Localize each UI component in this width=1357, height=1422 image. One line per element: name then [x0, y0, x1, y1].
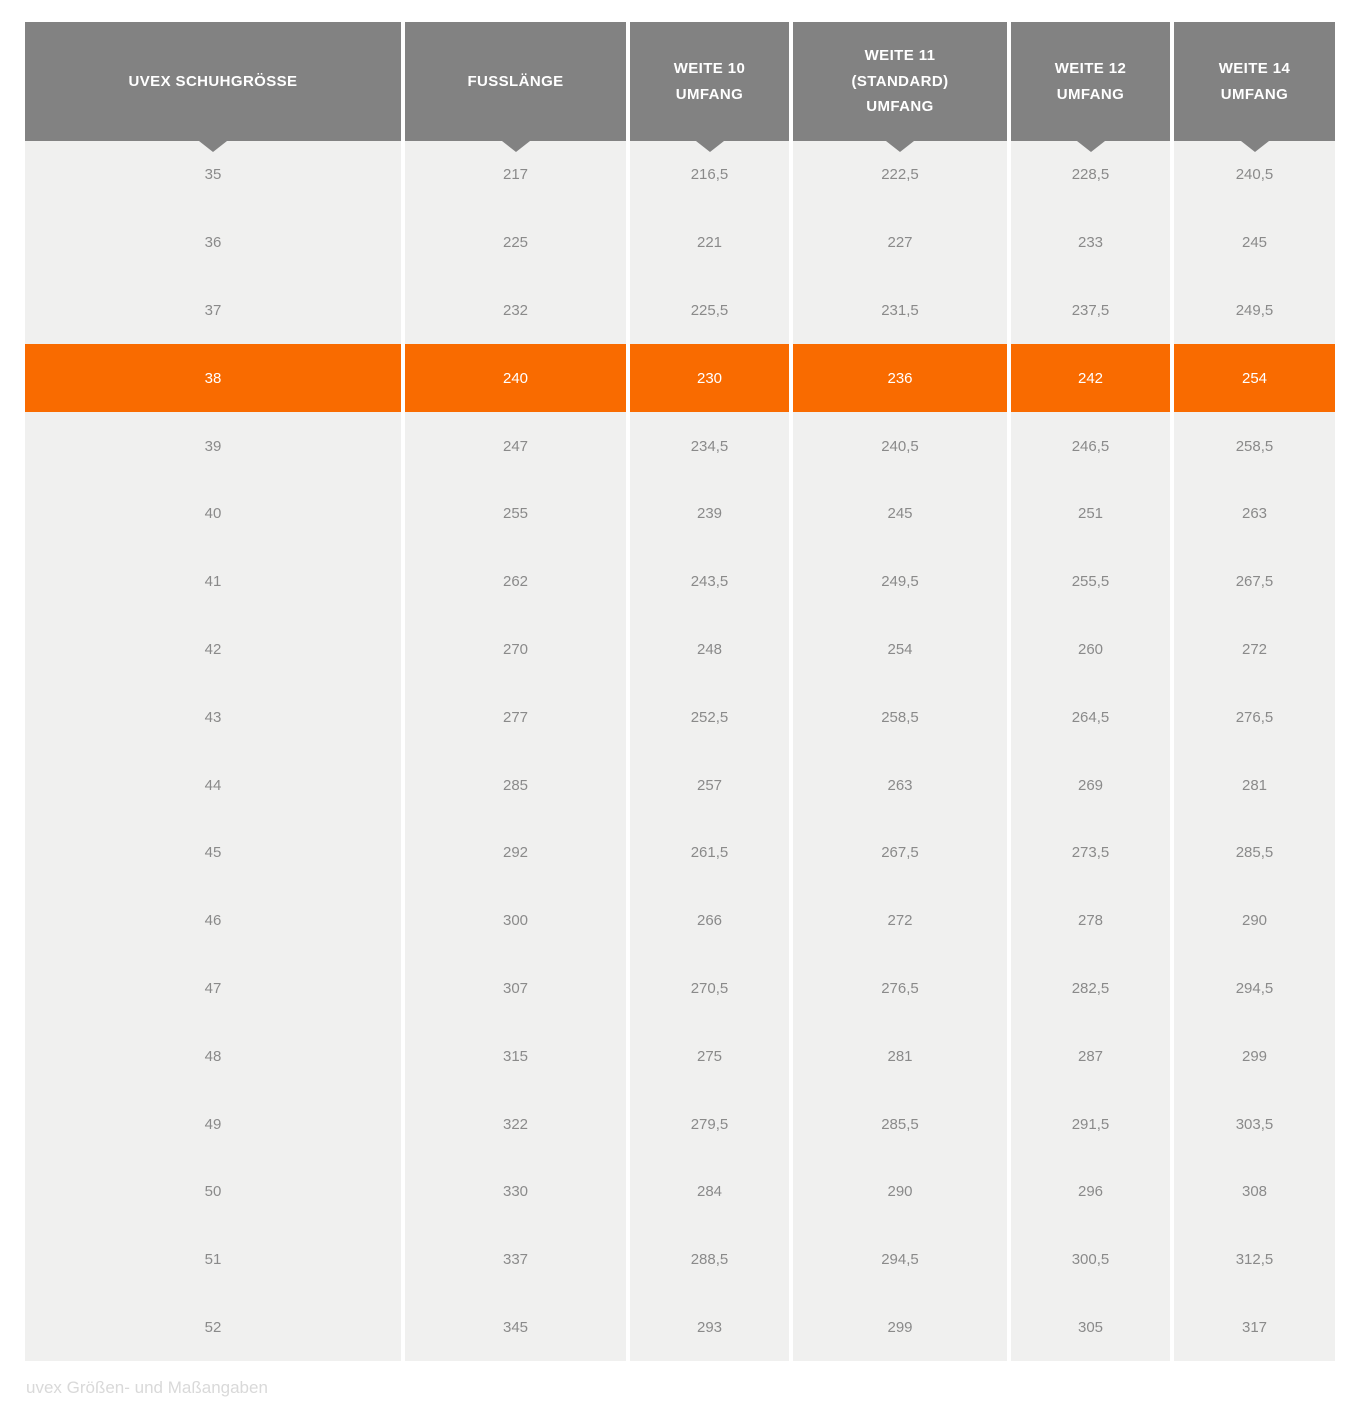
cell-weite-11-standard-umfang: 276,5	[793, 955, 1007, 1023]
cell-weite-12-umfang: 278	[1011, 887, 1170, 955]
cell-weite-14-umfang: 290	[1174, 887, 1335, 955]
cell-weite-12-umfang: 305	[1011, 1294, 1170, 1362]
header-arrow-down-icon	[1077, 141, 1105, 152]
header-arrow-down-icon	[1241, 141, 1269, 152]
cell-weite-11-standard-umfang: 231,5	[793, 277, 1007, 345]
cell-weite-12-umfang: 242	[1011, 344, 1170, 412]
table-header-row	[25, 22, 1335, 141]
cell-uvex-schuhgroesse: 38	[25, 344, 401, 412]
cell-weite-10-umfang: 243,5	[630, 548, 789, 616]
cell-weite-14-umfang: 299	[1174, 1022, 1335, 1090]
header-cell-weite-11-standard-umfang	[793, 22, 1007, 141]
cell-weite-11-standard-umfang: 227	[793, 209, 1007, 277]
cell-uvex-schuhgroesse: 49	[25, 1090, 401, 1158]
cell-weite-10-umfang: 225,5	[630, 277, 789, 345]
cell-weite-11-standard-umfang: 245	[793, 480, 1007, 548]
cell-weite-11-standard-umfang: 294,5	[793, 1226, 1007, 1294]
cell-uvex-schuhgroesse: 40	[25, 480, 401, 548]
cell-weite-12-umfang: 300,5	[1011, 1226, 1170, 1294]
cell-weite-11-standard-umfang: 281	[793, 1022, 1007, 1090]
cell-weite-10-umfang: 293	[630, 1294, 789, 1362]
cell-fusslaenge: 315	[405, 1022, 626, 1090]
header-arrow-down-icon	[886, 141, 914, 152]
cell-weite-10-umfang: 221	[630, 209, 789, 277]
header-arrow-down-icon	[199, 141, 227, 152]
cell-weite-11-standard-umfang: 299	[793, 1294, 1007, 1362]
cell-weite-11-standard-umfang: 258,5	[793, 683, 1007, 751]
cell-fusslaenge: 300	[405, 887, 626, 955]
size-table	[25, 22, 1335, 1361]
cell-uvex-schuhgroesse: 41	[25, 548, 401, 616]
header-label: UMFANG	[1056, 85, 1125, 103]
cell-weite-14-umfang: 249,5	[1174, 277, 1335, 345]
cell-weite-12-umfang: 291,5	[1011, 1090, 1170, 1158]
cell-weite-12-umfang: 246,5	[1011, 412, 1170, 480]
cell-weite-10-umfang: 261,5	[630, 819, 789, 887]
cell-fusslaenge: 292	[405, 819, 626, 887]
cell-weite-11-standard-umfang: 249,5	[793, 548, 1007, 616]
cell-uvex-schuhgroesse: 45	[25, 819, 401, 887]
cell-fusslaenge: 255	[405, 480, 626, 548]
cell-weite-12-umfang: 282,5	[1011, 955, 1170, 1023]
cell-fusslaenge: 262	[405, 548, 626, 616]
cell-weite-11-standard-umfang: 236	[793, 344, 1007, 412]
cell-weite-14-umfang: 276,5	[1174, 683, 1335, 751]
cell-uvex-schuhgroesse: 50	[25, 1158, 401, 1226]
cell-weite-11-standard-umfang: 267,5	[793, 819, 1007, 887]
cell-weite-10-umfang: 279,5	[630, 1090, 789, 1158]
cell-weite-10-umfang: 216,5	[630, 141, 789, 209]
cell-weite-12-umfang: 260	[1011, 616, 1170, 684]
cell-weite-14-umfang: 272	[1174, 616, 1335, 684]
cell-weite-14-umfang: 294,5	[1174, 955, 1335, 1023]
header-label: WEITE 12	[1054, 60, 1127, 77]
cell-weite-10-umfang: 257	[630, 751, 789, 819]
cell-weite-12-umfang: 228,5	[1011, 141, 1170, 209]
cell-weite-11-standard-umfang: 254	[793, 616, 1007, 684]
cell-weite-12-umfang: 264,5	[1011, 683, 1170, 751]
cell-weite-10-umfang: 288,5	[630, 1226, 789, 1294]
cell-weite-10-umfang: 234,5	[630, 412, 789, 480]
cell-uvex-schuhgroesse: 52	[25, 1294, 401, 1362]
header-label: FUSSLÄNGE	[467, 72, 564, 90]
cell-weite-11-standard-umfang: 285,5	[793, 1090, 1007, 1158]
cell-weite-10-umfang: 248	[630, 616, 789, 684]
cell-weite-12-umfang: 269	[1011, 751, 1170, 819]
cell-uvex-schuhgroesse: 35	[25, 141, 401, 209]
cell-weite-14-umfang: 267,5	[1174, 548, 1335, 616]
cell-fusslaenge: 247	[405, 412, 626, 480]
cell-weite-12-umfang: 273,5	[1011, 819, 1170, 887]
cell-uvex-schuhgroesse: 39	[25, 412, 401, 480]
header-arrow-down-icon	[696, 141, 724, 152]
cell-weite-14-umfang: 312,5	[1174, 1226, 1335, 1294]
cell-uvex-schuhgroesse: 36	[25, 209, 401, 277]
cell-fusslaenge: 240	[405, 344, 626, 412]
cell-weite-14-umfang: 254	[1174, 344, 1335, 412]
cell-uvex-schuhgroesse: 43	[25, 683, 401, 751]
cell-weite-12-umfang: 233	[1011, 209, 1170, 277]
cell-uvex-schuhgroesse: 48	[25, 1022, 401, 1090]
cell-weite-14-umfang: 240,5	[1174, 141, 1335, 209]
cell-uvex-schuhgroesse: 44	[25, 751, 401, 819]
cell-weite-14-umfang: 258,5	[1174, 412, 1335, 480]
cell-weite-14-umfang: 303,5	[1174, 1090, 1335, 1158]
cell-fusslaenge: 322	[405, 1090, 626, 1158]
cell-fusslaenge: 225	[405, 209, 626, 277]
cell-fusslaenge: 232	[405, 277, 626, 345]
cell-weite-14-umfang: 308	[1174, 1158, 1335, 1226]
cell-weite-10-umfang: 230	[630, 344, 789, 412]
header-cell-weite-14-umfang	[1174, 22, 1335, 141]
cell-weite-11-standard-umfang: 290	[793, 1158, 1007, 1226]
cell-fusslaenge: 285	[405, 751, 626, 819]
cell-weite-12-umfang: 251	[1011, 480, 1170, 548]
cell-weite-10-umfang: 284	[630, 1158, 789, 1226]
header-label: UMFANG	[866, 98, 934, 116]
cell-weite-11-standard-umfang: 263	[793, 751, 1007, 819]
cell-weite-11-standard-umfang: 222,5	[793, 141, 1007, 209]
cell-weite-10-umfang: 275	[630, 1022, 789, 1090]
cell-fusslaenge: 337	[405, 1226, 626, 1294]
cell-weite-10-umfang: 266	[630, 887, 789, 955]
cell-uvex-schuhgroesse: 42	[25, 616, 401, 684]
header-cell-weite-10-umfang	[630, 22, 789, 141]
cell-fusslaenge: 307	[405, 955, 626, 1023]
cell-weite-14-umfang: 245	[1174, 209, 1335, 277]
cell-fusslaenge: 270	[405, 616, 626, 684]
cell-weite-11-standard-umfang: 240,5	[793, 412, 1007, 480]
cell-weite-14-umfang: 263	[1174, 480, 1335, 548]
table-caption: uvex Größen- und Maßangaben	[26, 1378, 268, 1398]
header-label: UMFANG	[1220, 85, 1289, 103]
cell-weite-14-umfang: 285,5	[1174, 819, 1335, 887]
header-label: WEITE 11	[864, 47, 936, 65]
cell-weite-14-umfang: 281	[1174, 751, 1335, 819]
cell-uvex-schuhgroesse: 46	[25, 887, 401, 955]
table-body	[25, 141, 1335, 1361]
cell-weite-14-umfang: 317	[1174, 1294, 1335, 1362]
cell-uvex-schuhgroesse: 37	[25, 277, 401, 345]
header-cell-weite-12-umfang	[1011, 22, 1170, 141]
cell-fusslaenge: 217	[405, 141, 626, 209]
header-label: WEITE 10	[673, 60, 746, 77]
cell-weite-10-umfang: 270,5	[630, 955, 789, 1023]
header-label: (STANDARD)	[851, 72, 949, 90]
cell-uvex-schuhgroesse: 47	[25, 955, 401, 1023]
cell-weite-12-umfang: 287	[1011, 1022, 1170, 1090]
cell-weite-12-umfang: 296	[1011, 1158, 1170, 1226]
cell-weite-12-umfang: 237,5	[1011, 277, 1170, 345]
header-label: UMFANG	[675, 85, 744, 103]
cell-weite-10-umfang: 252,5	[630, 683, 789, 751]
header-arrow-down-icon	[502, 141, 530, 152]
header-label: UVEX SCHUHGRÖSSE	[128, 72, 298, 90]
cell-weite-11-standard-umfang: 272	[793, 887, 1007, 955]
cell-weite-12-umfang: 255,5	[1011, 548, 1170, 616]
cell-uvex-schuhgroesse: 51	[25, 1226, 401, 1294]
header-cell-uvex-schuhgroesse	[25, 22, 401, 141]
header-label: WEITE 14	[1218, 60, 1291, 77]
cell-fusslaenge: 330	[405, 1158, 626, 1226]
cell-weite-10-umfang: 239	[630, 480, 789, 548]
cell-fusslaenge: 345	[405, 1294, 626, 1362]
header-cell-fusslaenge	[405, 22, 626, 141]
cell-fusslaenge: 277	[405, 683, 626, 751]
